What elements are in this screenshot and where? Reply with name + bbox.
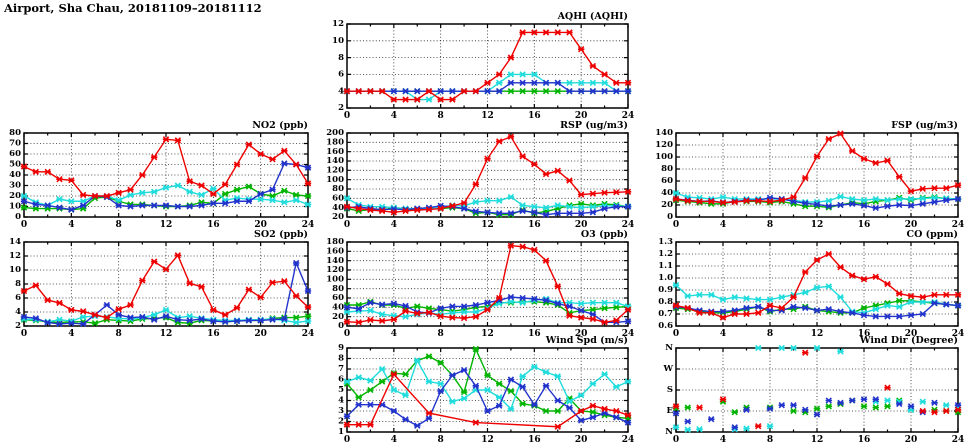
chart-title-wdir: Wind Dir (Degree) [859, 335, 958, 346]
chart-title-wspd: Wind Spd (m/s) [545, 335, 628, 346]
chart-title-co: CO (ppm) [906, 229, 958, 240]
chart-title-fsp: FSP (ug/m3) [891, 120, 958, 131]
chart-title-o3: O3 (ppb) [580, 229, 628, 240]
chart-title-no2: NO2 (ppb) [252, 120, 308, 131]
chart-title-rsp: RSP (ug/m3) [560, 120, 628, 131]
chart-title-aqhi: AQHI (AQHI) [557, 11, 628, 22]
chart-title-so2: SO2 (ppb) [254, 229, 308, 240]
